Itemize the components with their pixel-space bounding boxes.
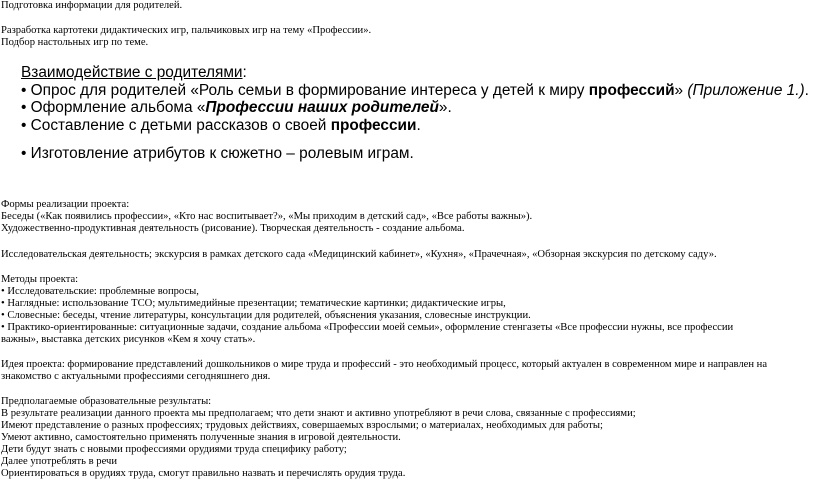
- slide-item-survey-mid: »: [674, 82, 688, 99]
- result-line-5: Далее употреблять в речи: [1, 456, 118, 467]
- slide-item-album-suffix: ».: [438, 99, 452, 116]
- slide-title-text: Взаимодействие с родителями: [21, 64, 243, 81]
- forms-title: Формы реализации проекта:: [1, 199, 130, 210]
- method-research: • Исследовательские: проблемные вопросы,: [1, 286, 199, 297]
- slide-title: [21, 64, 247, 82]
- slide-item-stories: [21, 117, 421, 135]
- method-visual: • Наглядные: использование ТСО; мультимедийные презентации; тематические картинки; дидактические игры,: [1, 298, 506, 309]
- slide-item-stories-prefix: • Составление с детьми рассказов о своей: [21, 117, 331, 134]
- slide-item-album: [21, 99, 452, 117]
- result-line-4: Дети будут знать с новыми профессиями орудиями труда специфику работу;: [1, 444, 347, 455]
- method-practical-cont: важны», выставка детских рисунков «Кем я хочу стать».: [1, 334, 256, 345]
- result-line-2: Имеют представление о разных профессиях; трудовых действиях, совершаемых взрослыми; о материалах, необходимых для работы;: [1, 420, 603, 431]
- slide-item-survey-bold: профессий: [588, 82, 675, 99]
- slide-item-survey: [21, 82, 809, 100]
- idea-line: Идея проекта: формирование представлений дошкольников о мире труда и профессий - это необходимый процесс, который актуален в современном мире и направлен на: [1, 359, 768, 370]
- header-line-card-index: Разработка картотеки дидактических игр, пальчиковых игр на тему «Профессии».: [1, 25, 372, 36]
- slide-item-stories-bold: профессии: [330, 117, 417, 134]
- method-practical: • Практико-ориентированные: ситуационные задачи, создание альбома «Профессии моей семьи», оформление стенгазеты «Все профессии нужны, все профессии: [1, 322, 734, 333]
- slide-item-attributes: • Изготовление атрибутов к сюжетно – ролевым играм.: [21, 145, 414, 162]
- slide-item-stories-suffix: .: [416, 117, 421, 134]
- idea-line-cont: знакомство с актуальными профессиями сегодняшнего дня.: [1, 371, 271, 382]
- slide-item-survey-appendix: (Приложение 1.): [687, 82, 805, 99]
- research-line: Исследовательская деятельность; экскурсия в рамках детского сада «Медицинский кабинет», «Кухня», «Прачечная», «Обзорная экскурсия по детскому саду».: [1, 249, 717, 260]
- method-verbal: • Словесные: беседы, чтение литературы, консультации для родителей, объяснения указания, словесные инструкции.: [1, 310, 531, 321]
- slide-item-survey-prefix: • Опрос для родителей «Роль семьи в формирование интереса у детей к миру: [21, 82, 589, 99]
- slide-item-album-prefix: • Оформление альбома «: [21, 99, 206, 116]
- forms-line-creative: Художественно-продуктивная деятельность (рисование). Творческая деятельность - создание альбома.: [1, 223, 465, 234]
- header-line-board-games: Подбор настольных игр по теме.: [1, 37, 149, 48]
- header-line-parents-info: Подготовка информации для родителей.: [1, 0, 183, 11]
- slide-item-album-title: Профессии наших родителей: [205, 99, 439, 116]
- result-line-3: Умеют активно, самостоятельно применять полученные знания в игровой деятельности.: [1, 432, 401, 443]
- slide-title-colon: :: [242, 64, 247, 81]
- methods-title: Методы проекта:: [1, 274, 79, 285]
- results-title: Предполагаемые образовательные результаты:: [1, 396, 212, 407]
- slide-item-survey-suffix: .: [804, 82, 809, 99]
- result-line-1: В результате реализации данного проекта мы предполагаем; что дети знают и активно употребляют в речи слова, связанные с профессиями;: [1, 408, 636, 419]
- forms-line-conversations: Беседы («Как появились профессии», «Кто нас воспитывает?», «Мы приходим в детский сад», «Все работы важны»).: [1, 211, 533, 222]
- result-line-6: Ориентироваться в орудиях труда, смогут правильно назвать и перечислять орудия труда.: [1, 468, 406, 479]
